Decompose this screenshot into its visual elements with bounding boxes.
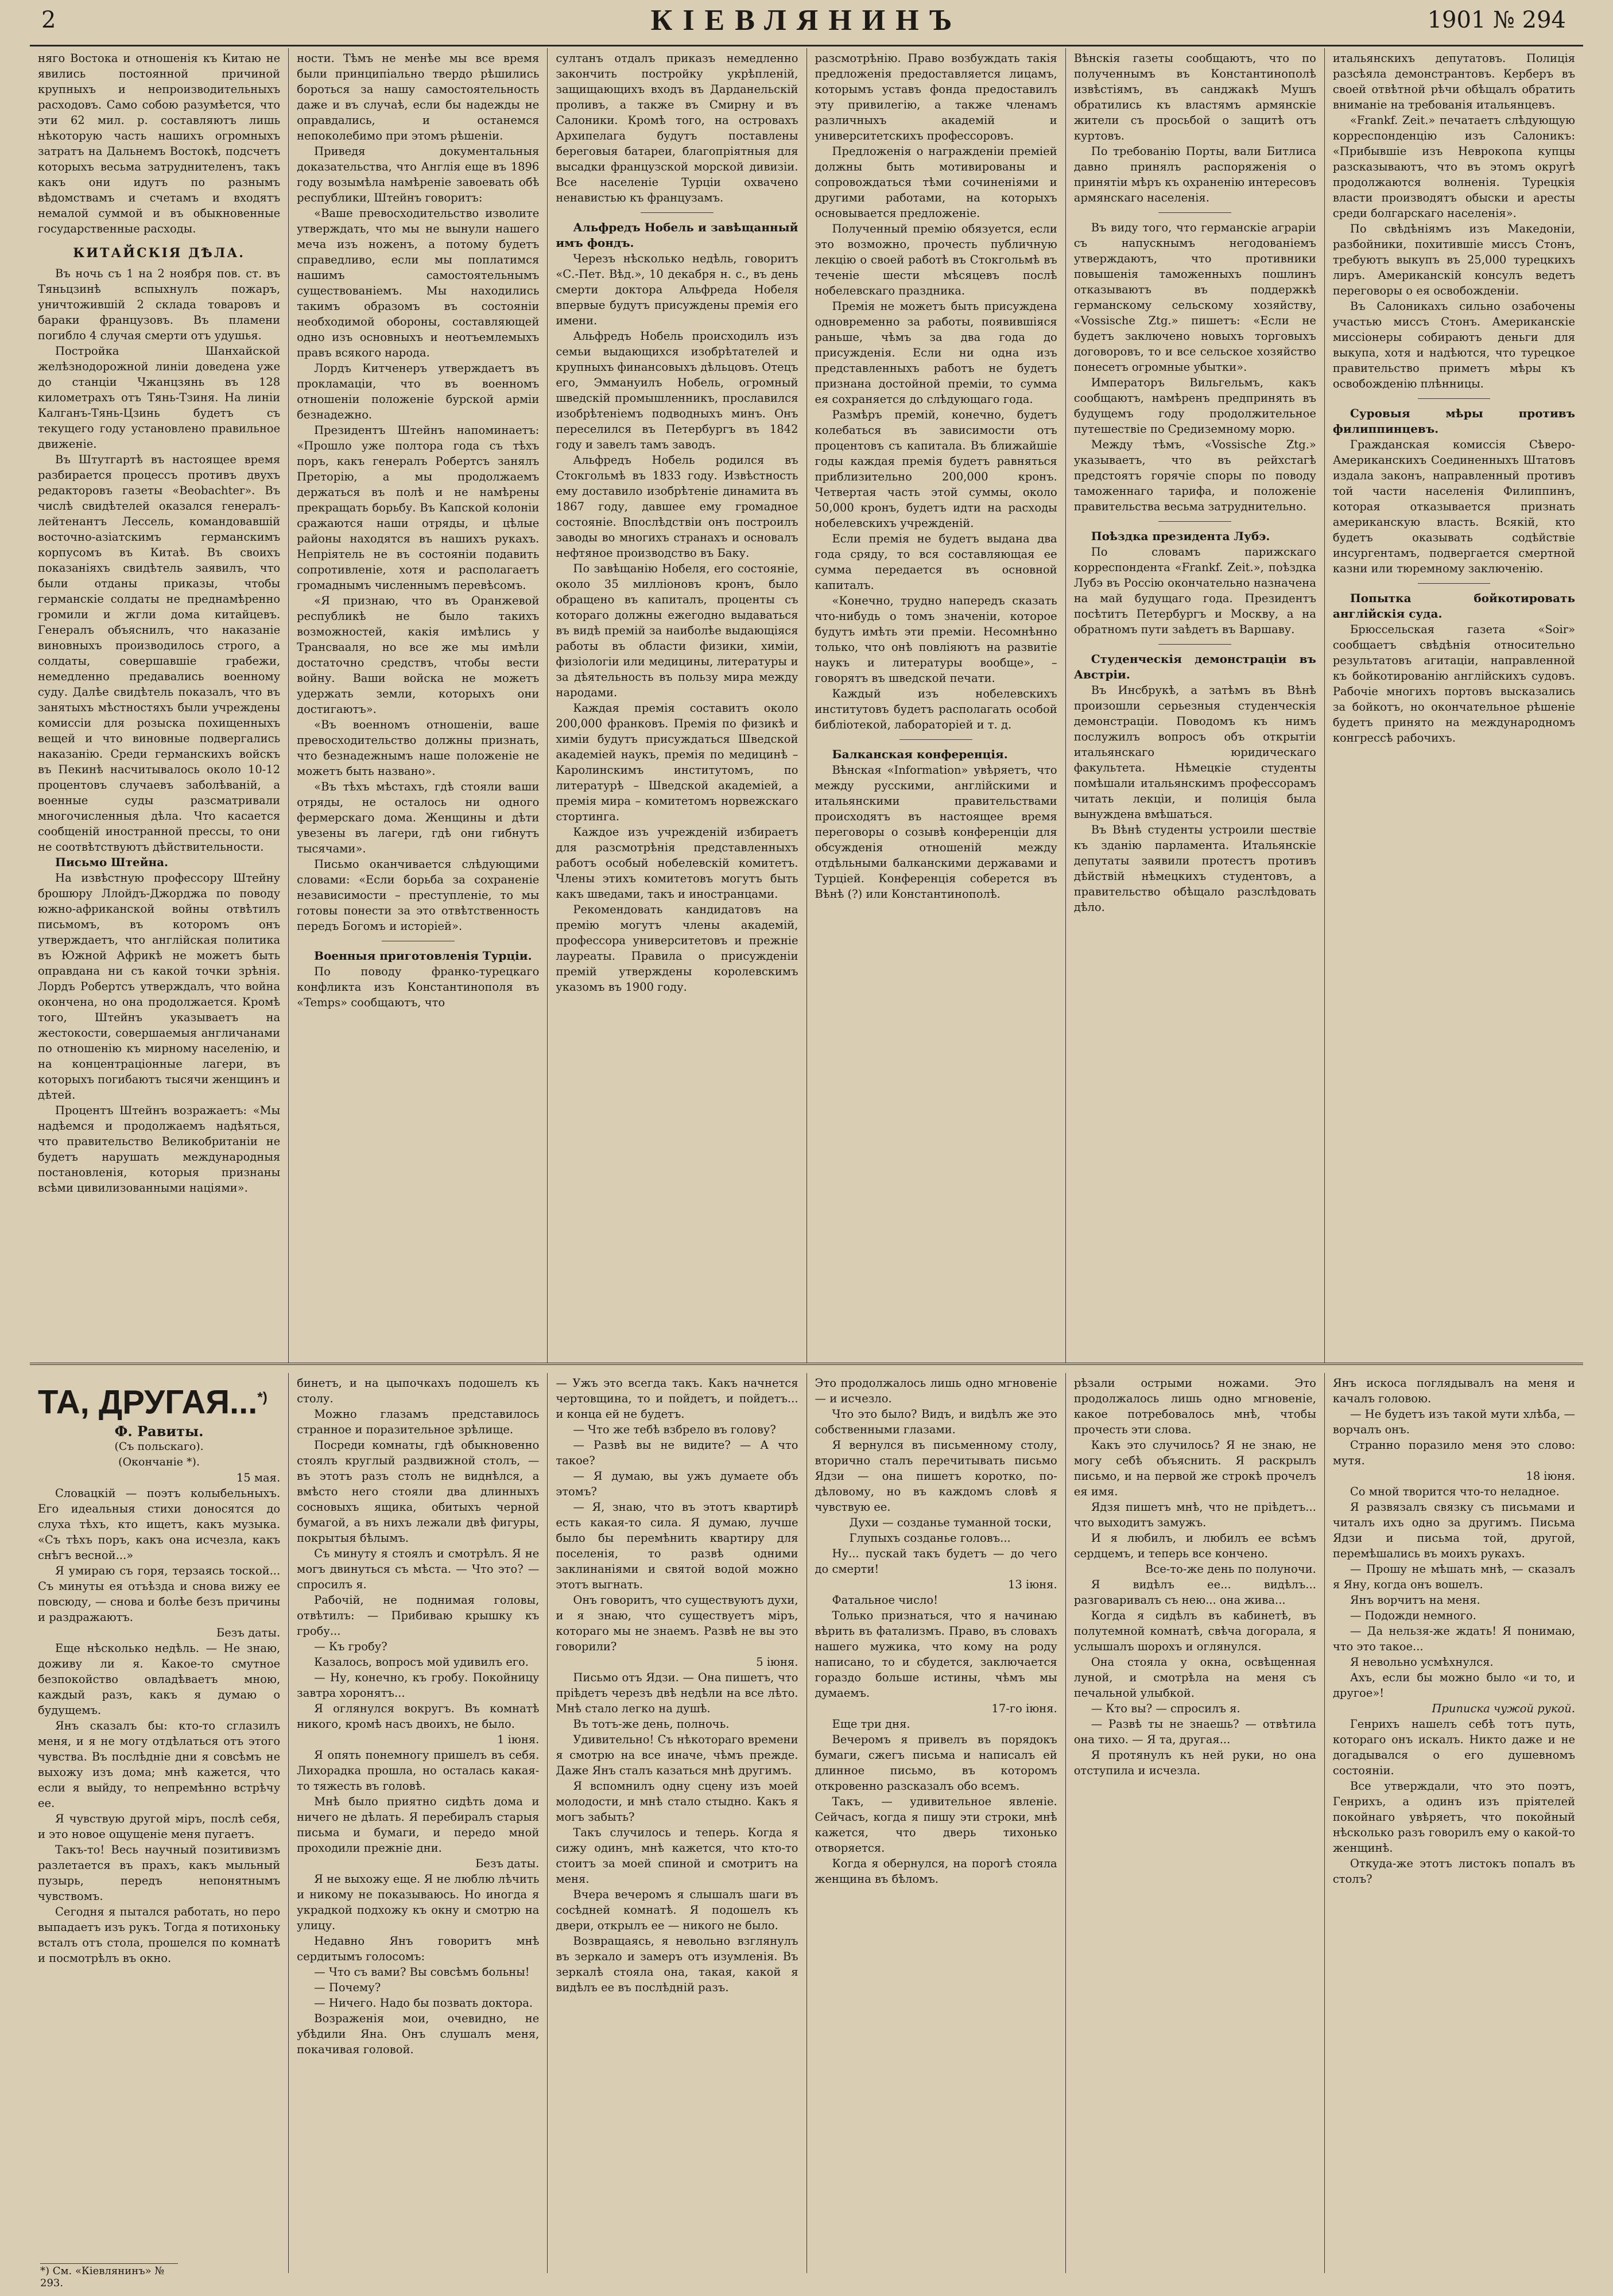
paragraph: Каждый изъ нобелевскихъ институтовъ будетъ располагать особой библіотекой, лабораторіей и т. д. [815,687,1057,731]
paragraph: — Не будетъ изъ такой мути хлѣба, — ворчалъ онъ. [1332,1407,1576,1436]
paragraph: Посреди комнаты, гдѣ обыкновенно стоялъ круглый раздвижной столъ, — въ этотъ разъ столъ не виднѣлся, а вмѣсто него стояли два длинныхъ сосновыхъ ящика, обитыхъ черной бумагой, а въ нихъ лежали двѣ фигуры, покрытыя бѣлымъ. [297,1438,540,1545]
article-heading: Альфредъ Нобель и завѣщанный имъ фондъ. [556,220,798,250]
paragraph: Я чувствую другой міръ, послѣ себя, и это новое ощущеніе меня пугаетъ. [38,1812,281,1841]
paragraph: На извѣстную профессору Штейну брошюру Ллойдъ-Джорджа по поводу южно-африканской войны отвѣтилъ письмомъ, въ которомъ онъ утверждаетъ, что англійская политика въ Южной Африкѣ не можетъ быть оправдана ни съ какой точки зрѣнія. Лордъ Робертсъ утверждалъ, что война окончена, но она продолжается. Кромѣ того, Штейнъ указываетъ на жестокости, совершаемыя англичанами по отношенію къ мирному населенію, и на концентраціонные лагери, въ которыхъ погибаютъ тысячи женщинъ и дѣтей. [38,871,281,1102]
feuilleton-column-2 [289,1373,548,2273]
paragraph: Откуда-же этотъ листокъ попалъ въ столъ? [1332,1857,1576,1886]
paragraph: няго Востока и отношенія къ Китаю не явились постоянной причиной крупныхъ и непроизводительныхъ расходовъ. Само собою разумѣется, что эти 62 мил. р. составляютъ лишь нѣкоторую часть нашихъ огромныхъ затратъ на Дальнемъ Востокѣ, подсчетъ которыхъ весьма затруднителенъ, такъ какъ они идутъ по разнымъ вѣдомствамъ и счетамъ и входятъ немалой суммой и въ обыкновенные государственные расходы. [38,52,281,235]
paragraph: Въ виду того, что германскіе аграріи съ напускнымъ негодованіемъ утверждаютъ, что противники повышенія таможенныхъ пошлинъ отказываютъ въ поддержкѣ германскому сельскому хозяйству, «Vossische Ztg.» пишетъ: «Если не будетъ заключено новыхъ торговыхъ договоровъ, то и все сельское хозяйство понесетъ огромные убытки». [1073,221,1316,374]
diary-date: Безъ даты. [216,1626,281,1640]
paragraph: Со мной творится что-то неладное. [1350,1485,1560,1498]
paragraph: Премія не можетъ быть присуждена одновременно за работы, появившіяся раньше, чѣмъ за два года до присужденія. Если ни одна изъ представленныхъ работъ не будетъ признана достойной преміи, то сумма ея сохраняется до слѣдующаго года. [815,300,1057,406]
feuilleton-section [30,1373,1583,2273]
paragraph: — Ужъ это всегда такъ. Какъ начнется чертовщина, то и пойдетъ, и пойдетъ... и конца ей не будетъ. [556,1376,798,1421]
paragraph: Ахъ, если бы можно было «и то, и другое»! [1332,1671,1576,1700]
diary-date: 13 іюня. [1007,1578,1057,1591]
paragraph: «Въ военномъ отношеніи, ваше превосходительство должны признать, что безнадежнымъ наше положеніе не можетъ быть названо». [297,718,540,778]
feuilleton-column-5 [1066,1373,1325,2273]
paragraph: бинетъ, и на цыпочкахъ подошелъ къ столу. [297,1376,540,1405]
paragraph: — Развѣ ты не знаешь? — отвѣтила она тихо. — Я та, другая... [1073,1717,1316,1746]
paragraph: «Frankf. Zeit.» печатаетъ слѣдующую корреспонденцію изъ Салоникъ: «Прибывшіе изъ Неврокопа купцы разсказываютъ, что въ этомъ округѣ продолжаются волненія. Турецкія власти производятъ обыски и аресты среди болгарскаго населенія». [1332,114,1576,220]
column-1 [30,48,289,1363]
diary-date: Безъ даты. [475,1857,540,1870]
section-heading: КИТАЙСКІЯ ДѢЛА. [73,246,245,261]
paragraph: Письмо оканчивается слѣдующими словами: «Если борьба за сохраненіе независимости – преступленіе, то мы готовы понести за это отвѣтственность передъ Богомъ и исторіей». [297,858,540,933]
article-heading: Суровыя мѣры противъ филиппинцевъ. [1332,406,1576,436]
paragraph: «Конечно, трудно напередъ сказать что-нибудь о томъ значеніи, которое будутъ имѣть эти преміи. Несомнѣнно только, что онѣ повліяютъ на развитіе наукъ и литературы вообще», – говорятъ въ шведской печати. [815,594,1057,685]
paragraph: Съ минуту я стоялъ и смотрѣлъ. Я не могъ двинуться съ мѣста. — Что это? — спросилъ я. [297,1547,540,1591]
paragraph: разсмотрѣнію. Право возбуждать такія предложенія предоставляется лицамъ, которымъ уставъ фонда предоставилъ эту привилегію, а также членамъ различныхъ академій и университетскихъ профессоровъ. [815,52,1057,142]
paragraph: Въ Штутгартѣ въ настоящее время разбирается процессъ противъ двухъ редакторовъ газеты «Beobachter». Въ числѣ свидѣтелей оказался генералъ-лейтенантъ Лессель, командовавшій восточно-азіатскимъ германскимъ корпусомъ въ Китаѣ. Въ своихъ показаніяхъ свидѣтель заявилъ, что были отданы приказы, чтобы германскіе солдаты не преднамѣренно громили и жгли дома китайцевъ. Генералъ объяснилъ, что наказаніе виновныхъ производилось строго, а солдаты, совершавшіе грабежи, немедленно предавались военному суду. Далѣе свидѣтель показалъ, что въ занятыхъ мѣстностяхъ были учреждены комиссіи для розыска похищенныхъ вещей и что виновные подвергались наказанію. Среди германскихъ войскъ въ Пекинѣ насчитывалось около 10-12 процентовъ случаевъ заболѣваній, а военные суды разсматривали многочисленныя дѣла. Что касается сообщеній иностранной прессы, то они не соотвѣтствуютъ дѣйствительности. [38,453,281,854]
feuilleton-column-6 [1325,1373,1583,2273]
paragraph: Я умираю съ горя, терзаясь тоской... Съ минуты ея отъѣзда и снова вижу ее повсюду, — снова и болѣе безъ причины и раздражаютъ. [38,1564,281,1624]
paragraph: Я не выхожу еще. Я не люблю лѣчить и никому не показываюсь. Но иногда я украдкой подхожу къ окну и смотрю на улицу. [297,1872,540,1932]
paragraph: Вчера вечеромъ я слышалъ шаги въ сосѣдней комнатѣ. Я подошелъ къ двери, открылъ ее — никого не было. [556,1888,798,1932]
paragraph: Императоръ Вильгельмъ, какъ сообщаютъ, намѣренъ предпринять въ будущемъ году продолжительное путешествіе по Средиземному морю. [1073,376,1316,436]
column-6 [1325,48,1583,1363]
paragraph: Словацкій — поэтъ колыбельныхъ. Его идеальныя стихи доносятся до слуха тѣхъ, кто ищетъ, какъ музыка. «Съ тѣхъ поръ, какъ она исчезла, какъ снѣгъ весной...» [38,1487,281,1562]
paragraph: «Я признаю, что въ Оранжевой республикѣ не было такихъ возможностей, какія имѣлись у Трансвааля, но все же мы имѣли достаточно средствъ, чтобы вести войну. Ваши войска не можетъ удержать земли, которыхъ они достигаютъ». [297,594,540,716]
paragraph: — Кто вы? — спросилъ я. [1091,1702,1240,1715]
paragraph: Можно глазамъ представилось странное и поразительное зрѣлище. [297,1407,540,1436]
paragraph: Янъ ворчитъ на меня. [1350,1593,1480,1607]
paragraph: Мнѣ было приятно сидѣть дома и ничего не дѣлать. Я перебиралъ старыя письма и бумаги, и передо мной проходили прежніе дни. [297,1795,540,1855]
feuilleton-source: (Съ польскаго). [114,1440,204,1453]
article-heading: Попытка бойкотировать англійскія суда. [1332,591,1576,620]
diary-date: 1 іюня. [497,1733,540,1746]
paragraph: Возвращаясь, я невольно взглянулъ въ зеркало и замеръ отъ изумленія. Въ зеркалѣ стояла она, такая, какой я видѣлъ ее въ послѣдній разъ. [556,1934,798,1994]
footnote: *) См. «Кіевлянинъ» № 293. [40,2263,178,2289]
postscript-heading: Приписка чужой рукой. [1432,1702,1576,1715]
column-2 [289,48,548,1363]
paragraph: Рекомендовать кандидатовъ на премію могутъ члены академій, профессора университетовъ и прежніе лауреаты. Правила о присужденіи премій утверждены королевскимъ указомъ въ 1900 году. [556,903,798,994]
paragraph: И я любилъ, и любилъ ее всѣмъ сердцемъ, и теперь все кончено. [1073,1531,1316,1560]
article-heading: Военныя приготовленія Турціи. [314,949,532,963]
divider [1158,212,1231,213]
paragraph: Брюссельская газета «Soir» сообщаетъ свѣдѣнія относительно результатовъ агитаціи, направленной къ бойкотированію англійскихъ судовъ. Рабочіе многихъ портовъ высказались за бойкотъ, но окончательное рѣшеніе будетъ принято на международномъ конгрессѣ рабочихъ. [1332,623,1576,744]
paragraph: — Прошу не мѣшать мнѣ, — сказалъ я Яну, когда онъ вошелъ. [1332,1562,1576,1591]
paragraph: Такъ-то! Весь научный позитивизмъ разлетается въ прахъ, какъ мыльный пузырь, передъ непонятнымъ чувствомъ. [38,1843,281,1903]
paragraph: Только признаться, что я начинаю вѣрить въ фатализмъ. Право, въ словахъ нашего мужика, что кому на роду написано, то и сбудется, заключается гораздо больше истины, чѣмъ мы думаемъ. [815,1609,1057,1700]
paragraph: Ну... пускай такъ будетъ — до чего до смерти! [815,1547,1057,1576]
paragraph: Ядзя пишетъ мнѣ, что не пріѣдетъ... что выходитъ замужъ. [1073,1500,1316,1529]
divider [1418,583,1491,584]
paragraph: Когда я обернулся, на порогѣ стояла женщина въ бѣломъ. [815,1857,1057,1886]
divider [1158,644,1231,645]
column-5 [1066,48,1325,1363]
diary-date: 15 мая. [236,1471,281,1485]
feuilleton-column-3 [548,1373,807,2273]
paragraph: Каждая премія составитъ около 200,000 франковъ. Премія по физикѣ и химіи будутъ присуждаться Шведской академіей наукъ, премія по медицинѣ – Каролинскимъ институтомъ, по литературѣ – Шведской академіей, а премія мира – комитетомъ норвежскаго стортинга. [556,701,798,823]
column-4 [807,48,1066,1363]
paragraph: — Ничего. Надо бы позвать доктора. [314,1996,533,2010]
paragraph: Вѣнская «Information» увѣряетъ, что между русскими, англійскими и итальянскими правительствами происходятъ въ настоящее время переговоры о созывѣ конференціи для обсужденія отношеній между отдѣльными балканскими державами и Турціей. Конференція соберется въ Вѣнѣ (?) или Константинополѣ. [815,763,1057,901]
article-heading: Поѣздка президента Лубэ. [1091,529,1270,543]
paragraph: По словамъ парижскаго корреспондента «Frankf. Zeit.», поѣздка Лубэ въ Россію окончательно назначена на май будущаго года. Президентъ посѣтитъ Петербургъ и Москву, а на обратномъ пути заѣдетъ въ Варшаву. [1073,545,1316,636]
paragraph: Казалось, вопросъ мой удивилъ его. [314,1655,529,1669]
poem-line: Духи — созданье туманной тоски, [849,1516,1052,1529]
divider [1158,521,1231,522]
paragraph: Фатальное число! [832,1593,938,1607]
paragraph: Я оглянулся вокругъ. Въ комнатѣ никого, кромѣ насъ двоихъ, не было. [297,1702,540,1731]
paragraph: Такъ, — удивительное явленіе. Сейчасъ, когда я пишу эти строки, мнѣ кажется, что дверь тихонько отворяется. [815,1795,1057,1855]
paragraph: Вѣнскія газеты сообщаютъ, что по полученнымъ въ Константинополѣ извѣстіямъ, въ санджакѣ Мушъ обратились къ властямъ армянскіе жители съ просьбой о защитѣ отъ куртовъ. [1073,52,1316,142]
paragraph: Странно поразило меня это слово: мутя. [1332,1438,1576,1467]
paragraph: Лордъ Китченеръ утверждаетъ въ прокламаціи, что въ военномъ отношеніи положеніе бурской арміи безнадежно. [297,362,540,421]
paragraph: Я вернулся въ письменному столу, вторично сталъ перечитывать письмо Ядзи — она пишетъ коротко, по-дѣловому, но въ каждомъ словѣ я чувствую ее. [815,1438,1057,1514]
paragraph: Все утверждали, что это поэтъ, Генрихъ, а одинъ изъ пріятелей покойнаго увѣряетъ, что покойный нѣсколько разъ говорилъ ему о какой-то женщинѣ. [1332,1779,1576,1855]
paragraph: «Ваше превосходительство изволите утверждать, что мы не вынули нашего меча изъ ноженъ, а потому будетъ справедливо, если мы поплатимся нашимъ самостоятельнымъ существованіемъ. Мы находились такимъ образомъ въ состояніи необходимой обороны, составляющей одно изъ основныхъ и неотъемлемыхъ правъ всякого народа. [297,207,540,359]
diary-date: Все-то-же день по полуночи. [1145,1562,1316,1576]
issue-date: 1901 № 294 [1427,7,1566,33]
news-section [30,48,1583,1365]
paragraph: — Я, знаю, что въ этотъ квартирѣ есть какая-то сила. Я думаю, лучше было бы перемѣнить квартиру для поселенія, то развѣ одними заклинаніями и святой водой можно этотъ выгнать. [556,1500,798,1591]
article-heading: Балканская конференція. [832,747,1008,761]
paragraph: По поводу франко-турецкаго конфликта изъ Константинополя въ «Temps» сообщаютъ, что [297,965,540,1009]
page-number: 2 [41,7,56,33]
paragraph: Я невольно усмѣхнулся. [1350,1655,1494,1669]
paragraph: — Я думаю, вы ужъ думаете объ этомъ? [556,1469,798,1498]
paragraph: Въ Инсбрукѣ, а затѣмъ въ Вѣнѣ произошли серьезныя студенческія демонстраціи. Поводомъ къ нимъ послужилъ вопросъ объ открытіи итальянскаго юридическаго факультета. Нѣмецкіе студенты помѣшали итальянскимъ профессорамъ читать лекціи, и полиція была вынуждена вмѣшаться. [1073,684,1316,821]
paragraph: Это продолжалось лишь одно мгновеніе — и исчезло. [815,1376,1057,1405]
paragraph: Альфредъ Нобель родился въ Стокгольмѣ въ 1833 году. Извѣстность ему доставило изобрѣтеніе динамита въ 1867 году, давшее ему громадное состояніе. Впослѣдствіи онъ построилъ заводы во многихъ странахъ и основалъ нефтяное производство въ Баку. [556,453,798,560]
paragraph: Удивительно! Съ нѣкотораго времени я смотрю на все иначе, чѣмъ прежде. Даже Янъ сталъ казаться мнѣ другимъ. [556,1733,798,1777]
paragraph: Письмо отъ Ядзи. — Она пишетъ, что пріѣдетъ черезъ двѣ недѣли на все лѣто. Мнѣ стало легко на душѣ. [556,1671,798,1715]
paragraph: рѣзали острыми ножами. Это продолжалось лишь одно мгновеніе, какое потребовалось мнѣ, чтобы прочесть эти слова. [1073,1376,1316,1436]
paragraph: Размѣръ премій, конечно, будетъ колебаться въ зависимости отъ процентовъ съ капитала. Въ ближайшіе годы каждая премія будетъ равняться приблизительно 200,000 кронъ. Четвертая часть этой суммы, около 50,000 кронъ, будетъ идти на расходы нобелевскихъ учрежденій. [815,408,1057,530]
paragraph: Если премія не будетъ выдана два года сряду, то вся составляющая ее сумма передается въ основной капиталъ. [815,532,1057,592]
paragraph: «Въ тѣхъ мѣстахъ, гдѣ стояли ваши отряды, не осталось ни одного фермерскаго дома. Женщины и дѣти увезены въ лагери, гдѣ они гибнутъ тысячами». [297,780,540,855]
paragraph: — Почему? [314,1981,381,1994]
paragraph: Какъ это случилось? Я не знаю, не могу себѣ объяснить. Я раскрылъ письмо, и на первой же строкѣ прочелъ ея имя. [1073,1438,1316,1498]
paragraph: Между тѣмъ, «Vossische Ztg.» указываетъ, что въ рейхстагѣ предстоятъ горячіе споры по поводу таможеннаго тарифа, и положеніе правительства весьма затруднительно. [1073,438,1316,513]
paragraph: Президентъ Штейнъ напоминаетъ: «Прошло уже полтора года съ тѣхъ поръ, какъ генералъ Робертсъ занялъ Преторію, а мы продолжаемъ держаться въ полѣ и не намѣрены прекращать борьбу. Въ Капской колоніи сражаются наши отряды, и цѣлые районы находятся въ нашихъ рукахъ. Непріятель не въ состояніи подавить сопротивленіе, хотя и располагаетъ громаднымъ численнымъ перевѣсомъ. [297,424,540,592]
paragraph: Я протянулъ къ ней руки, но она отступила и исчезла. [1073,1748,1316,1777]
paragraph: По свѣдѣніямъ изъ Македоніи, разбойники, похитившіе миссъ Стонъ, требуютъ выкупъ въ 25,000 турецкихъ лиръ. Американскій консулъ ведетъ переговоры о ея освобожденіи. [1332,222,1576,297]
masthead: КІЕВЛЯНИНЪ [650,4,963,37]
paragraph: Я опять понемногу пришелъ въ себя. Лихорадка прошла, но осталась какая-то тяжесть въ головѣ. [297,1748,540,1793]
paragraph: — Что съ вами? Вы совсѣмъ больны! [314,1965,530,1979]
divider [1418,398,1491,399]
paragraph: Я развязалъ связку съ письмами и читалъ ихъ одно за другимъ. Письма Ядзи и письма той, другой, перемѣшались въ моихъ рукахъ. [1332,1500,1576,1560]
paragraph: султанъ отдалъ приказъ немедленно закончить постройку укрѣпленій, защищающихъ входъ въ Дарданельскій проливъ, а также въ Смирну и въ Салоники. Кромѣ того, на островахъ Архипелага будутъ поставлены береговыя батареи, благопріятныя для высадки французской морской дивизіи. Все населеніе Турціи охвачено ненавистью къ французамъ. [556,52,798,204]
paragraph: — Что же тебѣ взбрело въ голову? [573,1423,776,1436]
divider [899,739,972,740]
page-header [30,0,1583,46]
paragraph: По завѣщанію Нобеля, его состояніе, около 35 милліоновъ кронъ, было обращено въ капиталъ, проценты съ котораго должны ежегодно выдаваться въ видѣ премій за наиболѣе выдающіяся работы въ области физики, химіи, физіологіи или медицины, литературы и за дѣятельность въ пользу мира между народами. [556,562,798,699]
paragraph: Каждое изъ учрежденій избираетъ для разсмотрѣнія представленныхъ работъ особый нобелевскій комитетъ. Члены этихъ комитетовъ могутъ быть какъ шведами, такъ и иностранцами. [556,825,798,901]
paragraph: Янъ искоса поглядывалъ на меня и качалъ головою. [1332,1376,1576,1405]
paragraph: Еще нѣсколько недѣль. — Не знаю, доживу ли я. Какое-то смутное безпокойство овладѣваетъ мною, каждый разъ, какъ я думаю о будущемъ. [38,1642,281,1717]
paragraph: Въ тотъ-же день, полночь. [573,1717,730,1731]
paragraph: — Къ гробу? [314,1640,387,1653]
poem-line: Глупыхъ созданье головъ... [849,1531,1011,1545]
paragraph: Янъ сказалъ бы: кто-то сглазилъ меня, и я не могу отдѣлаться отъ этого чувства. Въ послѣдніе дни я совсѣмъ не выхожу изъ дома; мнѣ кажется, что если я выйду, то непремѣнно встрѣчу ее. [38,1719,281,1810]
paragraph: итальянскихъ депутатовъ. Полиція разсѣяла демонстрантовъ. Керберъ въ своей отвѣтной рѣчи обѣщалъ обратить вниманіе на требованія итальянцевъ. [1332,52,1576,111]
paragraph: — Подожди немного. [1350,1609,1476,1622]
paragraph: Я вспомнилъ одну сцену изъ моей молодости, и мнѣ стало стыдно. Какъ я могъ забыть? [556,1779,798,1824]
paragraph: Черезъ нѣсколько недѣль, говоритъ «С.-Пет. Вѣд.», 10 декабря н. с., въ день смерти доктора Альфреда Нобеля впервые будутъ присуждены премія его имени. [556,252,798,327]
paragraph: Онъ говоритъ, что существуютъ духи, и я знаю, что существуетъ міръ, котораго мы не знаемъ. Развѣ не вы это говорили? [556,1593,798,1653]
article-heading: Письмо Штейна. [55,855,169,869]
feuilleton-author: Ф. Равиты. [114,1423,204,1440]
paragraph: Постройка Шанхайской желѣзнодорожной линіи доведена уже до станціи Чжанцзянь въ 128 километрахъ отъ Тянь-Тзиня. На линіи Калганъ-Тянь-Цзинь будетъ съ текущего году установлено правильное движеніе. [38,344,281,451]
article-heading: Студенческія демонстраціи въ Австріи. [1073,652,1316,681]
paragraph: Что это было? Видъ, и видѣлъ же это собственными глазами. [815,1407,1057,1436]
paragraph: — Развѣ вы не видите? — А что такое? [556,1438,798,1467]
paragraph: Въ ночь съ 1 на 2 ноября пов. ст. въ Тяньцзинѣ вспыхнулъ пожаръ, уничтожившій 2 склада товаровъ и бараки французовъ. Въ пламени погибло 4 случая смерти отъ удушья. [38,267,281,342]
paragraph: Недавно Янъ говоритъ мнѣ сердитымъ голосомъ: [297,1934,540,1963]
column-3 [548,48,807,1363]
paragraph: — Да нельзя-же ждать! Я понимаю, что это такое... [1332,1624,1576,1653]
paragraph: Гражданская комиссія Сѣверо-Американскихъ Соединенныхъ Штатовъ издала законъ, направленный противъ той части населенія Филиппинъ, которая отказывается признать американскую власть. Всякій, кто будетъ оказывать содѣйствіе инсургентамъ, подвергается смертной казни или тюремному заключенію. [1332,438,1576,575]
feuilleton-continuation: (Окончаніе *). [118,1456,200,1469]
paragraph: Она стояла у окна, освѣщенная луной, и смотрѣла на меня съ печальной улыбкой. [1073,1655,1316,1700]
paragraph: Сегодня я пытался работать, но перо выпадаетъ изъ рукъ. Тогда я потихоньку всталъ отъ стола, прошелся по комнатѣ и посмотрѣлъ въ окно. [38,1905,281,1965]
paragraph: Полученный премію обязуется, если это возможно, прочесть публичную лекцію о своей работѣ въ Стокгольмѣ въ теченіе шести мѣсяцевъ послѣ нобелевскаго праздника. [815,222,1057,297]
paragraph: Рабочій, не поднимая головы, отвѣтилъ: — Прибиваю крышку къ гробу... [297,1593,540,1638]
feuilleton-title: ТА, ДРУГАЯ...*) [38,1383,267,1421]
divider [641,212,714,213]
feuilleton-column-4 [807,1373,1066,2273]
paragraph: Процентъ Штейнъ возражаетъ: «Мы надѣемся и продолжаемъ надѣяться, что правительство Великобританіи не будетъ нарушать международныя постановленія, которыя признаны всѣми цивилизованными націями». [38,1104,281,1194]
paragraph: Такъ случилось и теперь. Когда я сижу одинъ, мнѣ кажется, что кто-то стоитъ за моей спиной и смотритъ на меня. [556,1826,798,1886]
paragraph: Когда я сидѣлъ въ кабинетѣ, въ полутемной комнатѣ, свѣча догорала, я услышалъ шорохъ и оглянулся. [1073,1609,1316,1653]
paragraph: Генрихъ нашелъ себѣ тотъ путь, котораго онъ искалъ. Никто даже и не догадывался о его душевномъ состояніи. [1332,1717,1576,1777]
paragraph: Въ Салоникахъ сильно озабочены участью миссъ Стонъ. Американскіе миссіонеры собираютъ деньги для выкупа, хотя и надѣются, что турецкое правительство приметъ мѣры къ освобожденію плѣнницы. [1332,300,1576,390]
diary-date: 18 іюня. [1526,1469,1576,1483]
paragraph: Я видѣлъ ее... видѣлъ... разговаривалъ съ нею... она жива... [1073,1578,1316,1607]
diary-date: 17-го іюня. [991,1702,1057,1715]
paragraph: Приведя документальныя доказательства, что Англія еще въ 1896 году возымѣла намѣреніе завоевать обѣ республики, Штейнъ говоритъ: [297,145,540,204]
paragraph: Альфредъ Нобель происходилъ изъ семьи выдающихся изобрѣтателей и крупныхъ финансовыхъ дѣльцовъ. Отецъ его, Эммануилъ Нобель, огромный шведскій промышленникъ, прославился изобрѣтеніемъ подводныхъ минъ. Онъ переселился въ Петербургъ въ 1842 году и завелъ тамъ заводъ. [556,329,798,451]
paragraph: — Ну, конечно, къ гробу. Покойницу завтра хоронятъ... [297,1671,540,1700]
paragraph: Въ Вѣнѣ студенты устроили шествіе къ зданію парламента. Итальянскіе депутаты заявили протестъ противъ дѣйствій нѣмецкихъ студентовъ, а правительство обѣщало разслѣдовать дѣло. [1073,823,1316,914]
paragraph: ности. Тѣмъ не менѣе мы все время были принципіально твердо рѣшились бороться за нашу самостоятельность даже и въ случаѣ, если бы надежды не оправдались, и останемся непоколебимо при этомъ рѣшеніи. [297,52,540,142]
diary-date: 5 іюня. [756,1655,798,1669]
paragraph: Вечеромъ я привелъ въ порядокъ бумаги, сжегъ письма и написалъ ей длинное письмо, въ которомъ откровенно разсказалъ обо всемъ. [815,1733,1057,1793]
feuilleton-column-1 [30,1373,289,2273]
paragraph: Еще три дня. [832,1717,910,1731]
paragraph: Предложенія о награжденіи преміей должны быть мотивированы и сопровождаться тѣми сочиненіями и другими работами, на которыхъ основывается предложеніе. [815,145,1057,220]
paragraph: Возраженія мои, очевидно, не убѣдили Яна. Онъ слушалъ меня, покачивая головой. [297,2012,540,2056]
paragraph: По требованію Порты, вали Битлиса давно принялъ распоряженія о принятіи мѣръ къ охраненію интересовъ армянскаго населенія. [1073,145,1316,204]
